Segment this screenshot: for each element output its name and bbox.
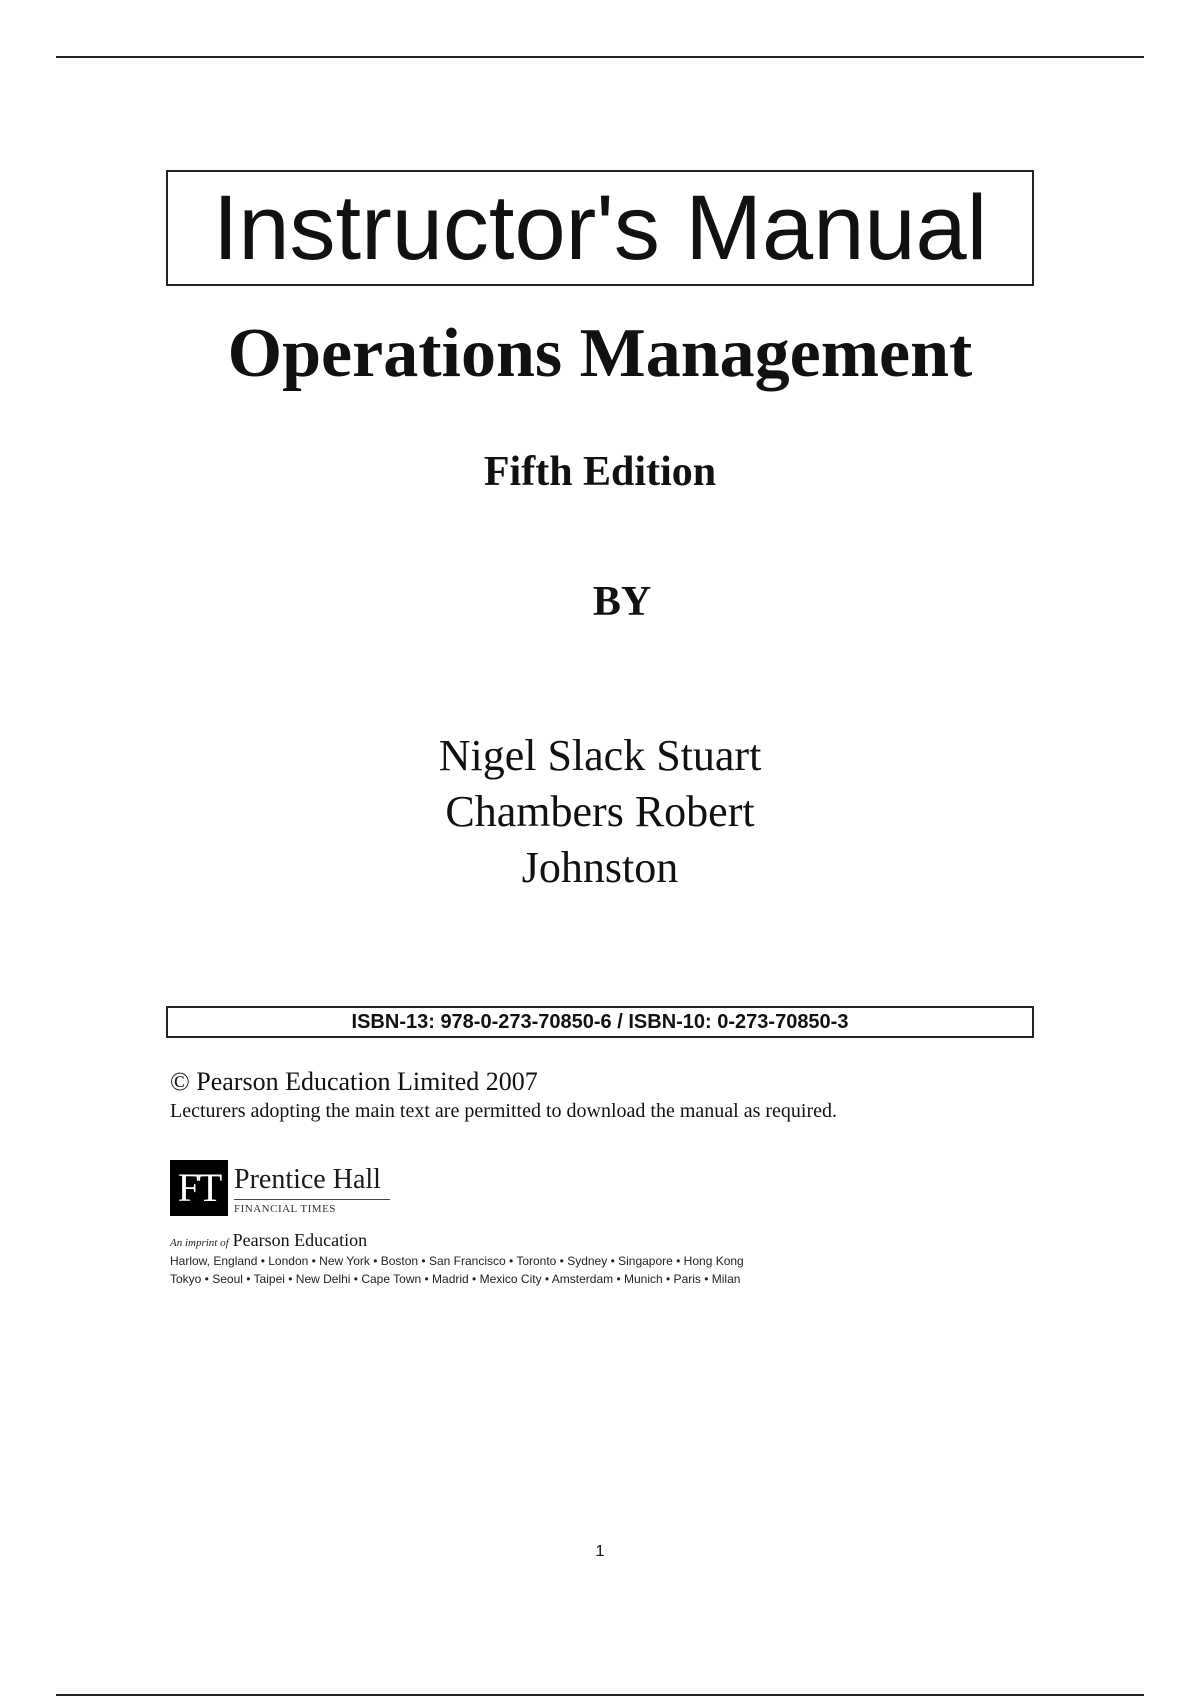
bottom-rule [56, 1694, 1144, 1696]
by-label: BY [592, 579, 652, 625]
author-line: Nigel Slack Stuart [438, 731, 762, 780]
book-title: Operations Management [227, 315, 973, 392]
manual-title-box [166, 170, 1034, 286]
imprint-name: Pearson Education [232, 1230, 368, 1250]
isbn-text: ISBN-13: 978-0-273-70850-6 / ISBN-10: 0-273-70850-3 [351, 1011, 849, 1033]
imprint-prefix: An imprint of [170, 1237, 229, 1249]
cities-line: Harlow, England • London • New York • Boston • San Francisco • Toronto • Sydney • Singapore • Hong Kong [170, 1254, 744, 1268]
logo-divider [234, 1199, 390, 1200]
authors-block [350, 728, 850, 896]
financial-times-label: FINANCIAL TIMES [234, 1203, 336, 1215]
ft-logo-mark: FT [170, 1160, 228, 1216]
imprint-line [170, 1230, 367, 1253]
page-number: 1 [595, 1543, 605, 1560]
prentice-hall-logo-text: Prentice Hall [234, 1164, 381, 1195]
isbn-box [166, 1006, 1034, 1038]
manual-title: Instructor's Manual [212, 177, 988, 279]
publisher-cities [170, 1252, 744, 1288]
copyright-notice: © Pearson Education Limited 2007 [170, 1067, 538, 1096]
top-rule [56, 56, 1144, 58]
edition-label: Fifth Edition [483, 449, 717, 495]
permission-note: Lecturers adopting the main text are permitted to download the manual as required. [170, 1100, 837, 1122]
author-line: Johnston [521, 843, 679, 892]
author-line: Chambers Robert [445, 787, 755, 836]
cities-line: Tokyo • Seoul • Taipei • New Delhi • Cape Town • Madrid • Mexico City • Amsterdam • Munich • Paris • Milan [170, 1272, 741, 1286]
